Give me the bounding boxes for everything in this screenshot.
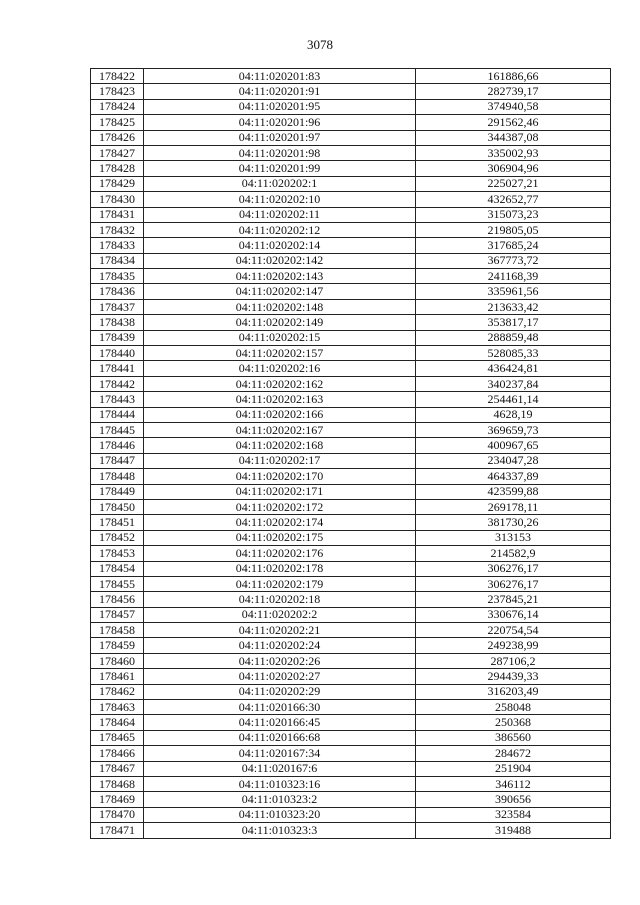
cadastral-value-cell: 306276,17 (416, 576, 611, 591)
cadastral-value-cell: 213633,42 (416, 299, 611, 314)
cadastral-value-cell: 220754,54 (416, 623, 611, 638)
row-number-cell: 178450 (91, 499, 144, 514)
cadastral-number-cell: 04:11:020202:147 (144, 284, 416, 299)
cadastral-number-cell: 04:11:020167:6 (144, 761, 416, 776)
cadastral-value-cell: 237845,21 (416, 592, 611, 607)
table-row (91, 315, 611, 330)
cadastral-value-cell: 400967,65 (416, 438, 611, 453)
cadastral-value-cell: 423599,88 (416, 484, 611, 499)
cadastral-number-cell: 04:11:020201:99 (144, 161, 416, 176)
row-number-cell: 178436 (91, 284, 144, 299)
row-number-cell: 178470 (91, 807, 144, 822)
cadastral-value-cell: 291562,46 (416, 115, 611, 130)
row-number-cell: 178429 (91, 176, 144, 191)
table-row (91, 407, 611, 422)
row-number-cell: 178465 (91, 730, 144, 745)
row-number-cell: 178430 (91, 192, 144, 207)
row-number-cell: 178471 (91, 823, 144, 838)
cadastral-number-cell: 04:11:020202:21 (144, 623, 416, 638)
cadastral-value-cell: 284672 (416, 746, 611, 761)
table-row (91, 823, 611, 838)
cadastral-number-cell: 04:11:020202:162 (144, 376, 416, 391)
cadastral-number-cell: 04:11:020202:14 (144, 238, 416, 253)
row-number-cell: 178442 (91, 376, 144, 391)
table-row (91, 684, 611, 699)
cadastral-number-cell: 04:11:020202:29 (144, 684, 416, 699)
cadastral-number-cell: 04:11:020202:168 (144, 438, 416, 453)
cadastral-number-cell: 04:11:020202:166 (144, 407, 416, 422)
cadastral-number-cell: 04:11:020202:2 (144, 607, 416, 622)
row-number-cell: 178459 (91, 638, 144, 653)
row-number-cell: 178458 (91, 623, 144, 638)
row-number-cell: 178434 (91, 253, 144, 268)
table-row (91, 484, 611, 499)
row-number-cell: 178439 (91, 330, 144, 345)
table-row (91, 330, 611, 345)
cadastral-number-cell: 04:11:020166:30 (144, 700, 416, 715)
cadastral-number-cell: 04:11:020202:143 (144, 269, 416, 284)
table-row (91, 346, 611, 361)
cadastral-number-cell: 04:11:020201:91 (144, 84, 416, 99)
table-row (91, 730, 611, 745)
table-row (91, 269, 611, 284)
row-number-cell: 178438 (91, 315, 144, 330)
row-number-cell: 178435 (91, 269, 144, 284)
row-number-cell: 178444 (91, 407, 144, 422)
cadastral-value-cell: 367773,72 (416, 253, 611, 268)
cadastral-value-cell: 306276,17 (416, 561, 611, 576)
cadastral-value-cell: 282739,17 (416, 84, 611, 99)
cadastral-number-cell: 04:11:020202:167 (144, 422, 416, 437)
row-number-cell: 178452 (91, 530, 144, 545)
cadastral-value-cell: 319488 (416, 823, 611, 838)
table-row (91, 761, 611, 776)
cadastral-value-cell: 306904,96 (416, 161, 611, 176)
table-row (91, 623, 611, 638)
table-row (91, 530, 611, 545)
cadastral-value-cell: 214582,9 (416, 546, 611, 561)
table-row (91, 592, 611, 607)
cadastral-number-cell: 04:11:020202:15 (144, 330, 416, 345)
cadastral-value-cell: 390656 (416, 792, 611, 807)
table-row (91, 576, 611, 591)
cadastral-number-cell: 04:11:020202:163 (144, 392, 416, 407)
row-number-cell: 178454 (91, 561, 144, 576)
row-number-cell: 178468 (91, 776, 144, 791)
row-number-cell: 178441 (91, 361, 144, 376)
table-row (91, 115, 611, 130)
cadastral-value-cell: 317685,24 (416, 238, 611, 253)
cadastral-value-cell: 464337,89 (416, 469, 611, 484)
cadastral-number-cell: 04:11:020202:149 (144, 315, 416, 330)
table-row (91, 392, 611, 407)
table-row (91, 284, 611, 299)
table-row (91, 653, 611, 668)
row-number-cell: 178425 (91, 115, 144, 130)
row-number-cell: 178466 (91, 746, 144, 761)
cadastral-number-cell: 04:11:020202:16 (144, 361, 416, 376)
row-number-cell: 178428 (91, 161, 144, 176)
cadastral-number-cell: 04:11:020166:68 (144, 730, 416, 745)
table-row (91, 176, 611, 191)
cadastral-value-cell: 4628,19 (416, 407, 611, 422)
cadastral-value-cell: 344387,08 (416, 130, 611, 145)
table-row (91, 253, 611, 268)
cadastral-value-cell: 432652,77 (416, 192, 611, 207)
row-number-cell: 178456 (91, 592, 144, 607)
row-number-cell: 178462 (91, 684, 144, 699)
table-row (91, 99, 611, 114)
row-number-cell: 178469 (91, 792, 144, 807)
table-row (91, 238, 611, 253)
row-number-cell: 178460 (91, 653, 144, 668)
cadastral-value-cell: 386560 (416, 730, 611, 745)
cadastral-number-cell: 04:11:020202:10 (144, 192, 416, 207)
cadastral-number-cell: 04:11:020202:171 (144, 484, 416, 499)
row-number-cell: 178455 (91, 576, 144, 591)
row-number-cell: 178422 (91, 69, 144, 84)
cadastral-number-cell: 04:11:020202:170 (144, 469, 416, 484)
table-row (91, 84, 611, 99)
cadastral-value-cell: 340237,84 (416, 376, 611, 391)
cadastral-value-cell: 250368 (416, 715, 611, 730)
cadastral-value-cell: 436424,81 (416, 361, 611, 376)
table-row (91, 69, 611, 84)
cadastral-number-cell: 04:11:020201:97 (144, 130, 416, 145)
table-row (91, 700, 611, 715)
row-number-cell: 178457 (91, 607, 144, 622)
cadastral-number-cell: 04:11:020202:172 (144, 499, 416, 514)
table-row (91, 776, 611, 791)
table-row (91, 792, 611, 807)
table-row (91, 607, 611, 622)
row-number-cell: 178463 (91, 700, 144, 715)
cadastral-value-cell: 219805,05 (416, 222, 611, 237)
row-number-cell: 178461 (91, 669, 144, 684)
cadastral-value-cell: 381730,26 (416, 515, 611, 530)
cadastral-value-cell: 528085,33 (416, 346, 611, 361)
cadastral-value-cell: 353817,17 (416, 315, 611, 330)
row-number-cell: 178424 (91, 99, 144, 114)
cadastral-number-cell: 04:11:010323:20 (144, 807, 416, 822)
table-body (91, 69, 611, 839)
table-row (91, 669, 611, 684)
cadastral-number-cell: 04:11:020201:83 (144, 69, 416, 84)
cadastral-value-cell: 313153 (416, 530, 611, 545)
cadastral-number-cell: 04:11:020202:27 (144, 669, 416, 684)
table-row (91, 499, 611, 514)
cadastral-value-cell: 287106,2 (416, 653, 611, 668)
cadastral-value-cell: 369659,73 (416, 422, 611, 437)
row-number-cell: 178443 (91, 392, 144, 407)
cadastral-value-cell: 254461,14 (416, 392, 611, 407)
table-row (91, 130, 611, 145)
row-number-cell: 178426 (91, 130, 144, 145)
cadastral-number-cell: 04:11:020202:11 (144, 207, 416, 222)
row-number-cell: 178447 (91, 453, 144, 468)
cadastral-value-cell: 161886,66 (416, 69, 611, 84)
cadastral-number-cell: 04:11:020202:26 (144, 653, 416, 668)
cadastral-number-cell: 04:11:020166:45 (144, 715, 416, 730)
cadastral-number-cell: 04:11:020202:175 (144, 530, 416, 545)
cadastral-value-cell: 346112 (416, 776, 611, 791)
row-number-cell: 178449 (91, 484, 144, 499)
cadastral-number-cell: 04:11:020202:18 (144, 592, 416, 607)
row-number-cell: 178423 (91, 84, 144, 99)
row-number-cell: 178437 (91, 299, 144, 314)
cadastral-number-cell: 04:11:010323:2 (144, 792, 416, 807)
table-row (91, 299, 611, 314)
cadastral-value-cell: 288859,48 (416, 330, 611, 345)
cadastral-value-cell: 316203,49 (416, 684, 611, 699)
cadastral-number-cell: 04:11:020202:24 (144, 638, 416, 653)
cadastral-value-cell: 330676,14 (416, 607, 611, 622)
cadastral-value-cell: 251904 (416, 761, 611, 776)
table-row (91, 638, 611, 653)
table-row (91, 207, 611, 222)
table-row (91, 561, 611, 576)
table-row (91, 453, 611, 468)
cadastral-value-cell: 335002,93 (416, 145, 611, 160)
row-number-cell: 178451 (91, 515, 144, 530)
row-number-cell: 178431 (91, 207, 144, 222)
row-number-cell: 178433 (91, 238, 144, 253)
cadastral-number-cell: 04:11:020201:95 (144, 99, 416, 114)
table-row (91, 222, 611, 237)
cadastral-value-cell: 234047,28 (416, 453, 611, 468)
cadastral-value-cell: 269178,11 (416, 499, 611, 514)
cadastral-number-cell: 04:11:020202:176 (144, 546, 416, 561)
cadastral-number-cell: 04:11:020202:12 (144, 222, 416, 237)
cadastral-value-cell: 241168,39 (416, 269, 611, 284)
table-row (91, 145, 611, 160)
cadastral-value-cell: 374940,58 (416, 99, 611, 114)
cadastral-value-cell: 294439,33 (416, 669, 611, 684)
cadastral-value-table (90, 68, 611, 839)
row-number-cell: 178446 (91, 438, 144, 453)
table-row (91, 422, 611, 437)
table-row (91, 546, 611, 561)
row-number-cell: 178453 (91, 546, 144, 561)
cadastral-number-cell: 04:11:020202:17 (144, 453, 416, 468)
table-row (91, 469, 611, 484)
cadastral-number-cell: 04:11:020167:34 (144, 746, 416, 761)
row-number-cell: 178448 (91, 469, 144, 484)
cadastral-number-cell: 04:11:020202:157 (144, 346, 416, 361)
cadastral-number-cell: 04:11:020202:179 (144, 576, 416, 591)
table-row (91, 361, 611, 376)
cadastral-number-cell: 04:11:020202:142 (144, 253, 416, 268)
cadastral-number-cell: 04:11:010323:16 (144, 776, 416, 791)
table-row (91, 746, 611, 761)
cadastral-value-cell: 249238,99 (416, 638, 611, 653)
table-row (91, 807, 611, 822)
row-number-cell: 178464 (91, 715, 144, 730)
row-number-cell: 178432 (91, 222, 144, 237)
table-row (91, 376, 611, 391)
cadastral-number-cell: 04:11:010323:3 (144, 823, 416, 838)
table-row (91, 515, 611, 530)
table-row (91, 192, 611, 207)
cadastral-value-cell: 315073,23 (416, 207, 611, 222)
table-row (91, 161, 611, 176)
row-number-cell: 178440 (91, 346, 144, 361)
cadastral-value-cell: 258048 (416, 700, 611, 715)
cadastral-number-cell: 04:11:020202:174 (144, 515, 416, 530)
row-number-cell: 178467 (91, 761, 144, 776)
cadastral-number-cell: 04:11:020201:96 (144, 115, 416, 130)
table-row (91, 438, 611, 453)
row-number-cell: 178427 (91, 145, 144, 160)
cadastral-value-cell: 323584 (416, 807, 611, 822)
cadastral-value-cell: 225027,21 (416, 176, 611, 191)
page-number: 3078 (307, 37, 333, 52)
cadastral-number-cell: 04:11:020202:148 (144, 299, 416, 314)
cadastral-number-cell: 04:11:020202:178 (144, 561, 416, 576)
table-row (91, 715, 611, 730)
cadastral-value-cell: 335961,56 (416, 284, 611, 299)
cadastral-number-cell: 04:11:020202:1 (144, 176, 416, 191)
row-number-cell: 178445 (91, 422, 144, 437)
cadastral-number-cell: 04:11:020201:98 (144, 145, 416, 160)
